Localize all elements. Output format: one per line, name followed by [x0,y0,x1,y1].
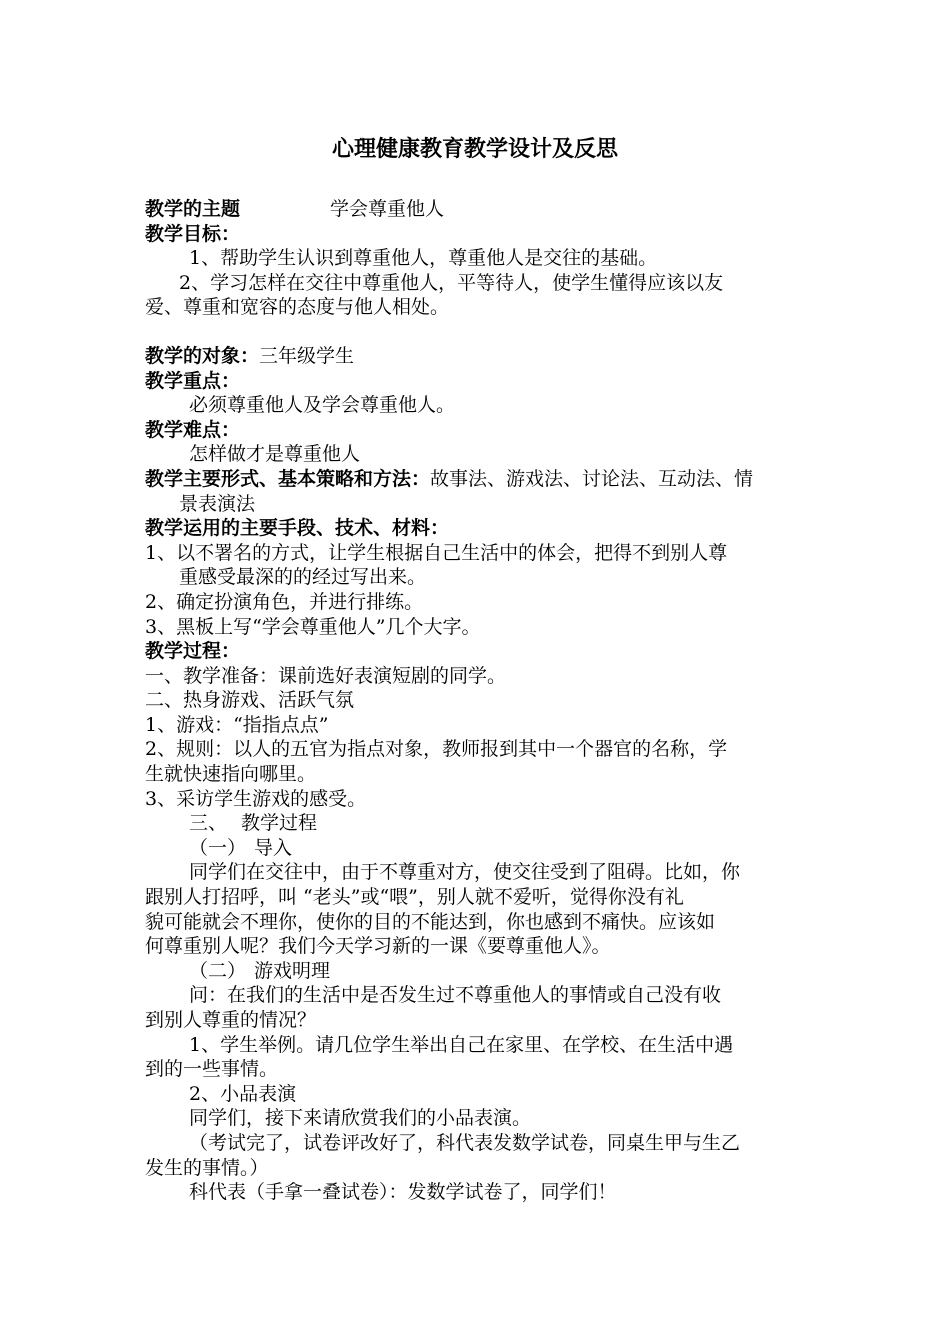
process-item-4-line-2: 生就快速指向哪里。 [145,763,317,786]
section-3a-number: （一） [189,836,247,859]
target-value: 三年级学生 [259,344,355,367]
material-3: 3、黑板上写“学会尊重他人”几个大字。 [145,615,481,638]
target-label: 教学的对象： [145,344,260,367]
skit-intro: 同学们，接下来请欣赏我们的小品表演。 [189,1107,532,1130]
intro-line-1: 同学们在交往中，由于不尊重对方，使交往受到了阻碍。比如，你 [189,861,741,884]
section-3b-title: 游戏明理 [254,959,331,982]
theme-label: 教学的主题 [145,198,241,220]
section-3b-number: （二） [189,959,247,982]
example-line-1: 1、学生举例。请几位学生举出自己在家里、在学校、在生活中遇 [189,1033,734,1056]
methods-value-cont: 景表演法 [179,492,256,515]
section-3a-heading [145,836,810,861]
section-3-heading [145,811,810,836]
difficult-value: 怎样做才是尊重他人 [189,443,361,466]
materials-label: 教学运用的主要手段、技术、材料： [145,517,450,540]
goal-2-line-2: 爱、尊重和宽容的态度与他人相处。 [145,296,450,319]
theme-line [145,197,810,222]
target-line [145,344,810,369]
process-item-3: 1、游戏：“指指点点” [145,713,329,736]
process-item-2: 二、热身游戏、活跃气氛 [145,689,355,712]
question-line-1: 问：在我们的生活中是否发生过不尊重他人的事情或自己没有收 [189,984,722,1007]
section-3b-heading [145,959,810,984]
section-3-number: 三、 [189,812,228,835]
document-title: 心理健康教育教学设计及反思 [331,136,618,162]
difficult-label: 教学难点： [145,418,241,441]
material-1-line-2: 重感受最深的的经过写出来。 [179,566,427,589]
goals-label: 教学目标： [145,222,241,245]
process-label: 教学过程： [145,640,241,663]
skit-heading: 2、小品表演 [189,1082,297,1105]
question-line-2: 到别人尊重的情况？ [145,1009,317,1031]
key-label: 教学重点： [145,369,241,392]
process-item-4-line-1: 2、规则：以人的五官为指点对象，教师报到其中一个器官的名称，学 [145,738,728,761]
intro-line-3: 貌可能就会不理你，使你的目的不能达到，你也感到不痛快。应该如 [145,910,716,933]
intro-line-4: 何尊重别人呢？我们今天学习新的一课《要尊重他人》。 [145,935,611,958]
material-1-line-1: 1、以不署名的方式，让学生根据自己生活中的体会，把得不到别人尊 [145,541,728,564]
process-item-1: 一、教学准备：课前选好表演短剧的同学。 [145,664,507,687]
section-3a-title: 导入 [254,836,293,859]
document-body [145,197,810,1205]
goal-1: 1、帮助学生认识到尊重他人，尊重他人是交往的基础。 [189,247,658,270]
scene-line-1: （考试完了，试卷评改好了，科代表发数学试卷，同桌生甲与生乙 [189,1131,741,1154]
intro-line-2: 跟别人打招呼，叫 “老头”或“喂”，别人就不爱听，觉得你没有礼 [145,886,684,909]
section-3-title: 教学过程 [241,812,318,835]
methods-label: 教学主要形式、基本策略和方法： [145,467,431,490]
theme-value: 学会尊重他人 [330,198,445,220]
dialogue-line: 科代表（手拿一叠试卷）：发数学试卷了，同学们！ [189,1181,617,1204]
material-2: 2、确定扮演角色，并进行排练。 [145,590,424,613]
methods-line [145,467,810,492]
goal-2-line-1: 2、学习怎样在交往中尊重他人，平等待人，使学生懂得应该以友 [179,271,724,294]
methods-value: 故事法、游戏法、讨论法、互动法、情 [430,467,754,490]
process-item-5: 3、采访学生游戏的感受。 [145,787,367,810]
example-line-2: 到的一些事情。 [145,1058,279,1081]
key-value: 必须尊重他人及学会尊重他人。 [189,394,456,417]
scene-line-2: 发生的事情。） [145,1156,269,1179]
